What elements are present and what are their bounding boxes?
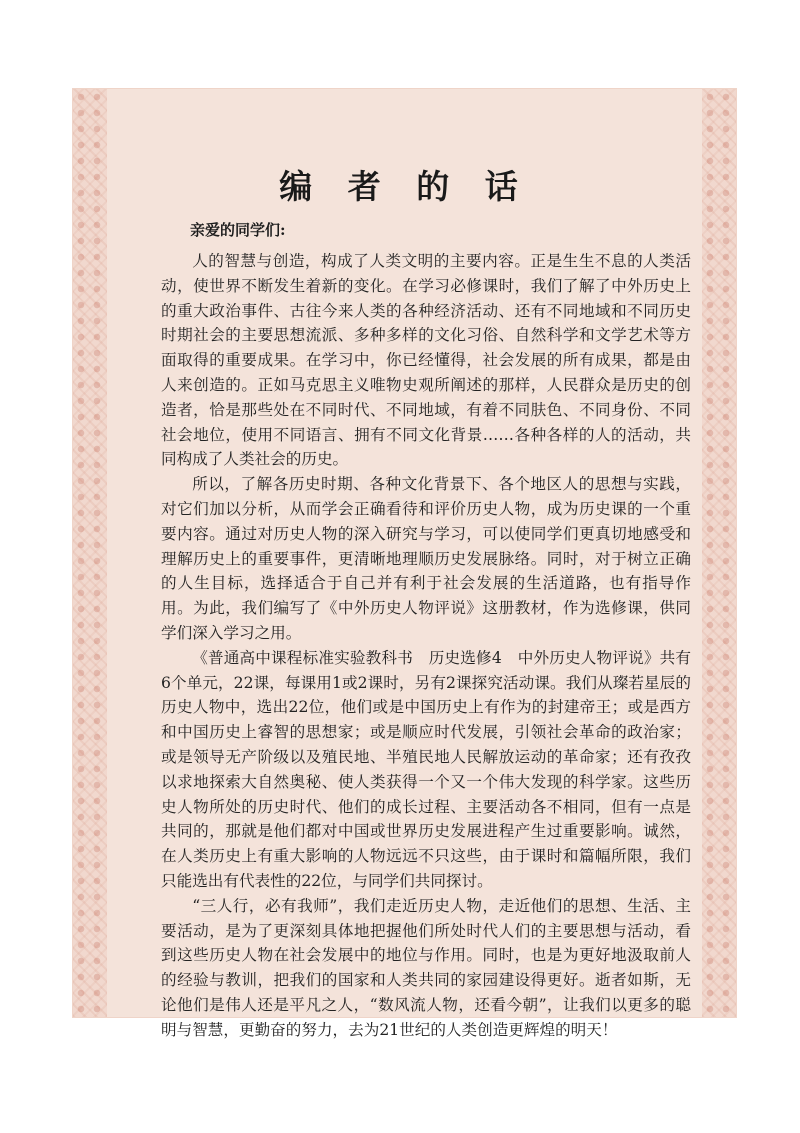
- paragraph-3: 《普通高中课程标准实验教科书 历史选修4 中外历史人物评说》共有6个单元，22课，每课用1或2课时，另有2课探究活动课。我们从璨若星辰的历史人物中，选出22位，他们或是中国历史上有作为的封建帝王；或是西方和中国历史上睿智的思想家；或是顺应时代发展，引领社会革命的政治家；或是领导无产阶级以及殖民地、半殖民地人民解放运动的革命家；还有孜孜以求地探索大自然奥秘、使人类获得一个又一个伟大发现的科学家。这些历史人物所处的历史时代、他们的成长过程、主要活动各不相同，但有一点是共同的，那就是他们都对中国或世界历史发展进程产生过重要影响。诚然，在人类历史上有重大影响的人物远远不只这些，由于课时和篇幅所限，我们只能选出有代表性的22位，与同学们共同探讨。: [161, 648, 691, 890]
- paragraph-2: 所以，了解各历史时期、各种文化背景下、各个地区人的思想与实践，对它们加以分析，从而学会正确看待和评价历史人物，成为历史课的一个重要内容。通过对历史人物的深入研究与学习，可以使同学们更真切地感受和理解历史上的重要事件，更清晰地理顺历史发展脉络。同时，对于树立正确的人生目标，选择适合于自己并有利于社会发展的生活道路，也有指导作用。为此，我们编写了《中外历史人物评说》这册教材，作为选修课，供同学们深入学习之用。: [161, 475, 691, 642]
- document-page: [72, 88, 737, 1039]
- page-title: 编 者 的 话: [279, 167, 530, 206]
- paragraph-1: 人的智慧与创造，构成了人类文明的主要内容。正是生生不息的人类活动，使世界不断发生着新的变化。在学习必修课时，我们了解了中外历史上的重大政治事件、古往今来人类的各种经济活动、还有不同地域和不同历史时期社会的主要思想流派、多种多样的文化习俗、自然科学和文学艺术等方面取得的重要成果。在学习中，你已经懂得，社会发展的所有成果，都是由人来创造的。正如马克思主义唯物史观所阐述的那样，人民群众是历史的创造者，恰是那些处在不同时代、不同地域，有着不同肤色、不同身份、不同社会地位，使用不同语言、拥有不同文化背景……各种各样的人的活动，共同构成了人类社会的历史。: [161, 252, 691, 469]
- content-panel: [107, 89, 702, 1039]
- paragraph-4: “三人行，必有我师”，我们走近历史人物，走近他们的思想、生活、主要活动，是为了更深刻具体地把握他们所处时代人们的主要思想与活动，看到这些历史人物在社会发展中的地位与作用。同时，也是为更好地汲取前人的经验与教训，把我们的国家和人类共同的家园建设得更好。逝者如斯，无论他们是伟人还是平凡之人，“数风流人物，还看今朝”，让我们以更多的聪明与智慧，更勤奋的努力，去为21世纪的人类创造更辉煌的明天！: [161, 896, 691, 1039]
- decorative-border-right: [702, 89, 736, 1017]
- body-text: [161, 249, 691, 1043]
- decorative-border-left: [73, 89, 107, 1017]
- salutation: 亲爱的同学们:: [190, 221, 286, 239]
